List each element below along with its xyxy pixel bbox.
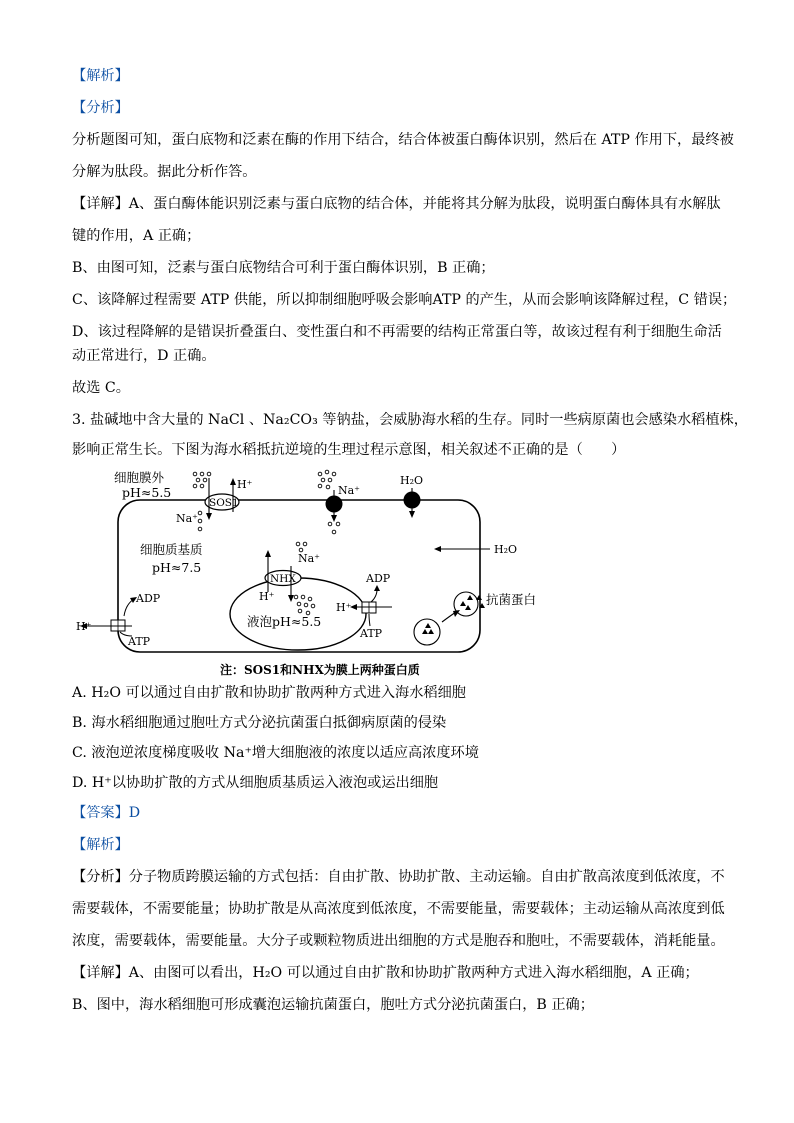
channel-naplus: Na⁺ — [338, 484, 360, 497]
outside-ph: pH≈5.5 — [122, 485, 172, 500]
na-dots-channel-top — [318, 470, 336, 489]
question-stem: 3. 盐碱地中含大量的 NaCl 、Na₂CO₃ 等钠盐，会威胁海水稻的生存。同时一些病原菌也会感染水稻植株， — [72, 412, 748, 428]
paragraph-line: D、该过程降解的是错误折叠蛋白、变性蛋白和不再需要的结构正常蛋白等，故该过程有利于细胞生命活 — [72, 324, 722, 340]
sos1-hplus: H⁺ — [237, 478, 253, 491]
sos1-naplus: Na⁺ — [176, 512, 198, 525]
na-dots-channel-bottom — [328, 522, 340, 534]
detail-line: B、图中，海水稻细胞可形成囊泡运输抗菌蛋白，胞吐方式分泌抗菌蛋白，B 正确； — [72, 997, 594, 1013]
na-dots-sos1-bottom — [198, 511, 202, 531]
answer-heading: 【答案】D — [72, 805, 141, 821]
vacuole-atp: ATP — [360, 627, 383, 640]
aquaporin-h2o: H₂O — [400, 474, 424, 487]
vesicle-inner — [414, 619, 440, 645]
nhx-hplus: H⁺ — [259, 590, 275, 603]
nhx-naplus: Na⁺ — [298, 552, 320, 565]
section-heading-fenxi: 【分析】 — [72, 100, 129, 116]
vacuole-label: 液泡pH≈5.5 — [247, 614, 322, 629]
vacuole-adp: ADP — [366, 572, 391, 585]
paragraph-line: 键的作用，A 正确； — [72, 228, 201, 244]
sos1-label: SOS1 — [209, 497, 239, 509]
paragraph-line: 分解为肽段。据此分析作答。 — [72, 164, 257, 180]
section-heading-jiexi: 【解析】 — [72, 837, 129, 853]
membrane-atp: ATP — [128, 635, 151, 648]
membrane-adp: ADP — [136, 592, 161, 605]
analysis-line: 浓度，需要载体，需要能量。大分子或颗粒物质进出细胞的方式是胞吞和胞吐，不需要载体，消耗能量。 — [72, 933, 725, 949]
paragraph-line: B、由图可知，泛素与蛋白底物结合可利于蛋白酶体识别，B 正确； — [72, 260, 495, 276]
diffusion-h2o: H₂O — [494, 543, 518, 556]
option-b: B. 海水稻细胞通过胞吐方式分泌抗菌蛋白抵御病原菌的侵染 — [72, 715, 447, 731]
option-a: A. H₂O 可以通过自由扩散和协助扩散两种方式进入海水稻细胞 — [72, 685, 466, 701]
vacuole-pump-hplus: H⁺ — [336, 601, 352, 614]
option-c: C. 液泡逆浓度梯度吸收 Na⁺增大细胞液的浓度以适应高浓度环境 — [72, 745, 479, 761]
cell-diagram — [72, 466, 537, 680]
na-dots-vacuole — [294, 595, 315, 615]
analysis-line: 【分析】分子物质跨膜运输的方式包括：自由扩散、协助扩散、主动运输。自由扩散高浓度到低浓度，不 — [72, 869, 725, 885]
paragraph-line: 动正常进行，D 正确。 — [72, 348, 216, 364]
cytoplasm-label: 细胞质基质 — [140, 542, 203, 557]
antibacterial-label: 抗菌蛋白 — [486, 592, 537, 607]
na-dots-nhx-top — [296, 542, 307, 552]
na-dots-sos1-top — [193, 472, 211, 488]
membrane-pump-hplus: H⁺ — [76, 620, 92, 633]
section-heading-jiexi: 【解析】 — [72, 68, 129, 84]
paragraph-line: 故选 C。 — [72, 380, 130, 396]
diagram-note: 注：SOS1和NHX为膜上两种蛋白质 — [220, 663, 420, 677]
option-d: D. H⁺以协助扩散的方式从细胞质基质运入液泡或运出细胞 — [72, 775, 439, 791]
outside-label: 细胞膜外 — [114, 470, 165, 485]
paragraph-line: 分析题图可知，蛋白底物和泛素在酶的作用下结合，结合体被蛋白酶体识别，然后在 ATP 作用下，最终被 — [72, 132, 734, 148]
question-stem: 影响正常生长。下图为海水稻抵抗逆境的生理过程示意图，相关叙述不正确的是（ ） — [72, 442, 626, 458]
analysis-line: 需要载体，不需要能量；协助扩散是从高浓度到低浓度，不需要能量，需要载体；主动运输从高浓度到低 — [72, 901, 725, 917]
paragraph-line: 【详解】A、蛋白酶体能识别泛素与蛋白底物的结合体，并能将其分解为肽段，说明蛋白酶体具有水解肽 — [72, 196, 721, 212]
paragraph-line: C、该降解过程需要 ATP 供能，所以抑制细胞呼吸会影响ATP 的产生，从而会影响该降解过程，C 错误； — [72, 292, 737, 308]
cytoplasm-ph: pH≈7.5 — [152, 560, 202, 575]
detail-line: 【详解】A、由图可以看出，H₂O 可以通过自由扩散和协助扩散两种方式进入海水稻细胞，A 正确； — [72, 965, 699, 981]
nhx-label: NHX — [270, 573, 296, 585]
